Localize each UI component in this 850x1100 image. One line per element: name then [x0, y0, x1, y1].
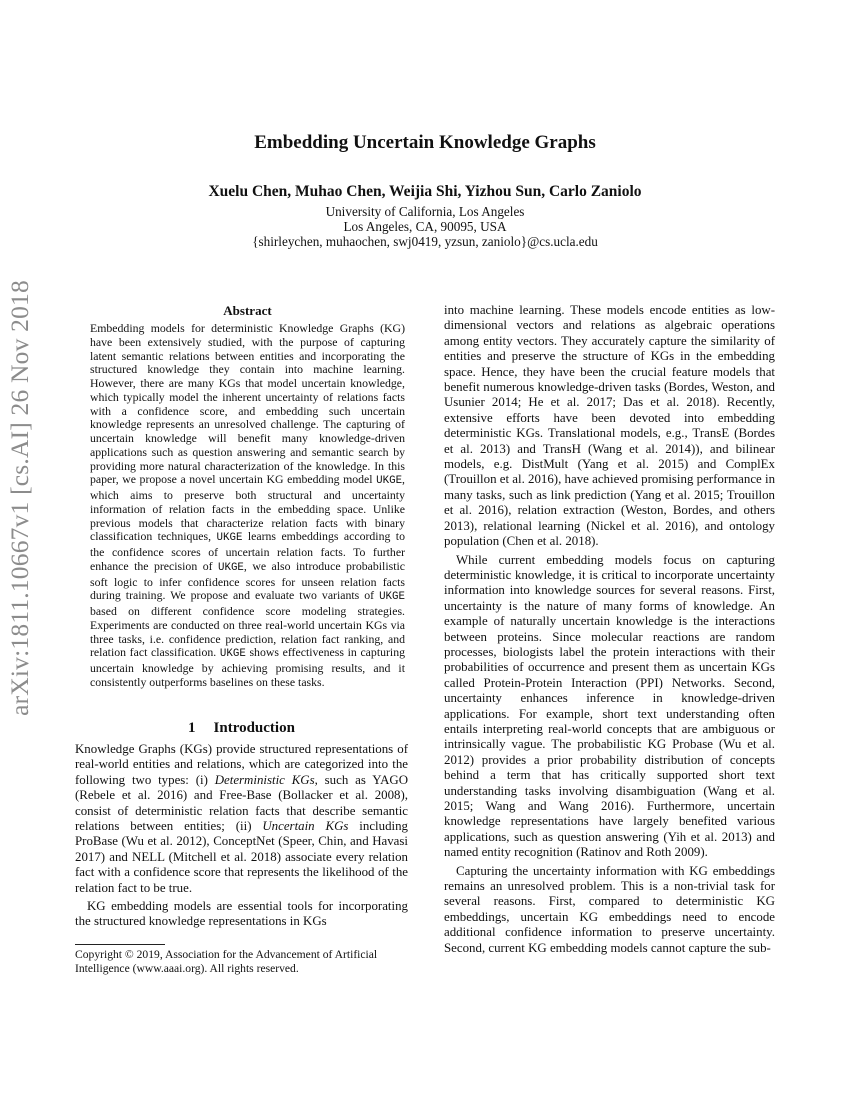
section-title: Introduction — [213, 720, 295, 736]
footnote-rule — [75, 944, 165, 945]
intro-paragraph-2: KG embedding models are essential tools for incorporating the structured knowledge representations in KGs — [75, 899, 408, 929]
arxiv-identifier-stamp — [0, 268, 40, 728]
model-name: UKGE — [216, 532, 243, 545]
copyright-footnote: Copyright © 2019, Association for the Advancement of Artificial Intelligence (www.aaai.org). All rights reserved. — [75, 948, 378, 975]
intro-paragraph-challenges: Capturing the uncertainty information with KG embeddings remains an unresolved problem. This is a non-trivial task for several reasons. First, compared to deterministic KG embeddings, uncertain KG embeddings need to encode additional confidence information to preserve uncertainty. Second, current KG embedding models cannot capture the sub- — [444, 863, 775, 955]
affiliation-university: University of California, Los Angeles — [325, 204, 525, 219]
affiliation-emails: {shirleychen, muhaochen, swj0419, yzsun, zaniolo}@cs.ucla.edu — [252, 234, 598, 249]
paper-title: Embedding Uncertain Knowledge Graphs — [254, 132, 596, 153]
section-heading-introduction — [75, 720, 408, 737]
model-name: UKGE — [217, 561, 244, 574]
intro-paragraph-1: Knowledge Graphs (KGs) provide structured representations of real-world entities and relations, which are categorized into the following two types: (i) Deterministic KGs, such as YAGO (Rebele et al. 2016) and Free-Base (Bollacker et al. 2008), consist of deterministic relation facts that describe semantic relations between entities; (ii) Uncertain KGs including ProBase (Wu et al. 2012), ConceptNet (Speer, Chin, and Havasi 2017) and NELL (Mitchell et al. 2018) associate every relation fact with a confidence score that represents the likelihood of the relation fact to be true. — [75, 742, 408, 895]
model-name: UKGE — [379, 591, 405, 604]
left-column-body — [75, 742, 408, 930]
model-name: UKGE — [376, 475, 403, 488]
section-number: 1 — [188, 720, 196, 736]
abstract-heading: Abstract — [223, 303, 272, 318]
author-list: Xuelu Chen, Muhao Chen, Weijia Shi, Yizhou Sun, Carlo Zaniolo — [208, 183, 642, 200]
arxiv-stamp-text: arXiv:1811.10667v1 [cs.AI] 26 Nov 2018 — [5, 280, 34, 716]
abstract-body: Embedding models for deterministic Knowledge Graphs (KG) have been extensively studied, with the purpose of capturing latent semantic relations between entities and incorporating the structured knowledge they contain into machine learning. However, there are many KGs that model uncertain knowledge, which typically model the inherent uncertainty of relations facts with a confidence score, and embedding such uncertain knowledge represents an unresolved challenge. The capturing of uncertain knowledge will benefit many knowledge-driven applications such as question answering and semantic search by providing more natural characterization of the knowledge. In this paper, we propose a novel uncertain KG embedding model UKGE, which aims to preserve both structural and uncertainty information of relation facts in the embedding space. Unlike previous models that characterize relation facts with binary classification techniques, UKGE learns embeddings according to the confidence scores of uncertain relation facts. To further enhance the precision of UKGE, we also introduce probabilistic soft logic to infer confidence scores for unseen relation facts during training. We propose and evaluate two variants of UKGE based on different confidence score modeling strategies. Experiments are conducted on three real-world uncertain KGs via three tasks, i.e. confidence prediction, relation fact ranking, and relation fact classification. UKGE shows effectiveness in capturing uncertain knowledge by achieving promising results, and it consistently outperforms baselines on these tasks. — [90, 321, 405, 689]
affiliation-address: Los Angeles, CA, 90095, USA — [343, 219, 507, 234]
model-name: UKGE — [219, 648, 246, 661]
intro-paragraph-continued: into machine learning. These models encode entities as low-dimensional vectors and relations as algebraic operations among entity vectors. They accurately capture the similarity of entities and preserve the structure of KGs in the embedding space. Hence, they have been the crucial feature models that benefit numerous knowledge-driven tasks (Bordes, Weston, and Usunier 2014; He et al. 2017; Das et al. 2018). Recently, extensive efforts have been devoted into embedding deterministic KGs. Translational models, e.g., TransE (Bordes et al. 2013) and TransH (Wang et al. 2014)), and bilinear models, e.g. DistMult (Yang et al. 2015) and ComplEx (Trouillon et al. 2016), have achieved promising performance in many tasks, such as link prediction (Yang et al. 2015; Trouillon et al. 2016), relation extraction (Weston, Bordes, and others 2013), relational learning (Nickel et al. 2016), and ontology population (Chen et al. 2018). — [444, 303, 776, 549]
right-column-body — [444, 303, 775, 956]
intro-paragraph-uncertainty: While current embedding models focus on capturing deterministic knowledge, it is critical to incorporate uncertainty information into knowledge sources for several reasons. First, uncertainty is the nature of many forms of knowledge. An example of naturally uncertain knowledge is the interactions between proteins. Since molecular reactions are random processes, biologists label the protein interactions with their probabilities of occurrence and present them as uncertain KGs called Protein-Protein Interaction (PPI) Networks. Second, uncertainty enhances inference in knowledge-driven applications. For example, short text understanding often entails interpreting real-world concepts that are ambiguous or intrinsically vague. The probabilistic KG Probase (Wu et al. 2012) provides a prior probability distribution of concepts behind a term that has critically supported short text understanding tasks involving disambiguation (Wang et al. 2015; Wang and Wang 2016). Furthermore, uncertain knowledge representations have largely benefited various applications, such as question answering (Yih et al. 2013) and named entity recognition (Ratinov and Roth 2009). — [444, 552, 775, 860]
